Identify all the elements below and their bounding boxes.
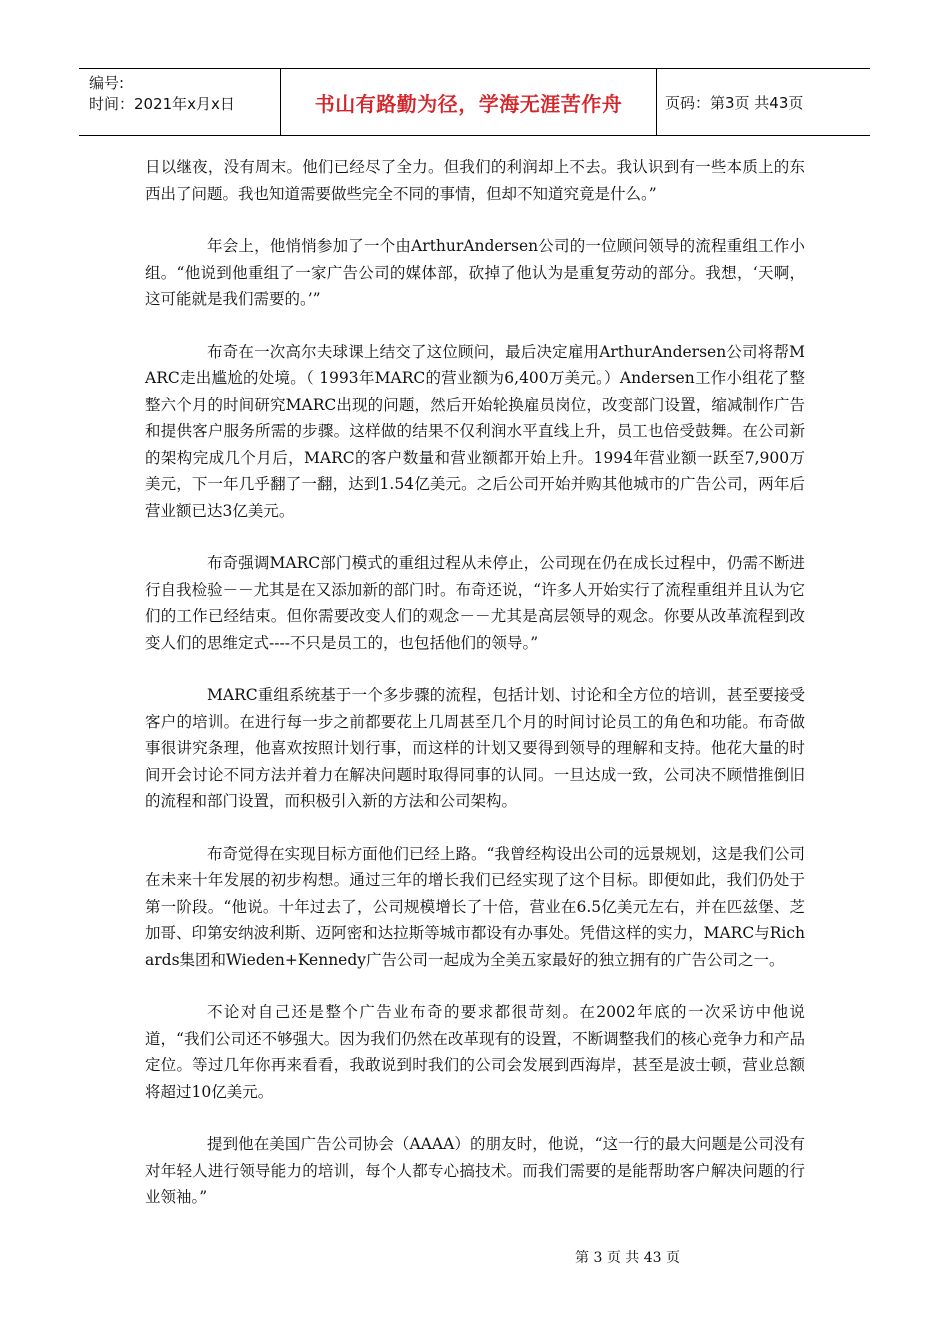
paragraph: 布奇强调MARC部门模式的重组过程从未停止，公司现在仍在成长过程中，仍需不断进行自我检验－－尤其是在又添加新的部门时。布奇还说，“许多人开始实行了流程重组并且认为它们的工作已经结束。但你需要改变人们的观念－－尤其是高层领导的观念。你要从改革流程到改变人们的思维定式----不只是员工的，也包括他们的领导。” <box>145 554 805 652</box>
time-label: 时间：2021年x月x日 <box>89 95 235 113</box>
serial-number-label: 编号: <box>89 74 125 92</box>
header-motto: 书山有路勤为径，学海无涯苦作舟 <box>281 69 657 135</box>
document-body <box>145 154 805 1237</box>
paragraph: MARC重组系统基于一个多步骤的流程，包括计划、讨论和全方位的培训，甚至要接受客户的培训。在进行每一步之前都要花上几周甚至几个月的时间讨论员工的角色和功能。布奇做事很讲究条理，他喜欢按照计划行事，而这样的计划又要得到领导的理解和支持。他花大量的时间开会讨论不同方法并着力在解决问题时取得同事的认同。一旦达成一致，公司决不顾惜推倒旧的流程和部门设置，而积极引入新的方法和公司架构。 <box>145 686 805 810</box>
paragraph: 年会上，他悄悄参加了一个由ArthurAndersen公司的一位顾问领导的流程重组工作小组。“他说到他重组了一家广告公司的媒体部，砍掉了他认为是重复劳动的部分。我想，‘天啊，这可能就是我们需要的。’” <box>145 237 805 308</box>
paragraph: 不论对自己还是整个广告业布奇的要求都很苛刻。在2002年底的一次采访中他说道，“我们公司还不够强大。因为我们仍然在改革现有的设置，不断调整我们的核心竞争力和产品定位。等过几年你再来看看，我敢说到时我们的公司会发展到西海岸，甚至是波士顿，营业总额将超过10亿美元。 <box>145 1003 805 1101</box>
page-footer <box>0 1247 950 1267</box>
header-page-info: 页码：第3页 共43页 <box>665 93 804 112</box>
paragraph-continuation: 日以继夜，没有周末。他们已经尽了全力。但我们的利润却上不去。我认识到有一些本质上的东西出了问题。我也知道需要做些完全不同的事情，但却不知道究竟是什么。” <box>145 158 805 203</box>
document-header <box>79 68 870 136</box>
paragraph: 布奇在一次高尔夫球课上结交了这位顾问，最后决定雇用ArthurAndersen公司将帮MARC走出尴尬的处境。（ 1993年MARC的营业额为6,400万美元。）Andersen工作小组花了整整六个月的时间研究MARC出现的问题，然后开始轮换雇员岗位，改变部门设置，缩减制作广告和提供客户服务所需的步骤。这样做的结果不仅利润水平直线上升，员工也倍受鼓舞。在公司新的架构完成几个月后，MARC的客户数量和营业额都开始上升。1994年营业额一跃至7,900万美元，下一年几乎翻了一翻，达到1.54亿美元。之后公司开始并购其他城市的广告公司，两年后营业额已达3亿美元。 <box>145 342 805 520</box>
header-meta-cell <box>79 69 281 135</box>
paragraph: 提到他在美国广告公司协会（AAAA）的朋友时，他说，“这一行的最大问题是公司没有对年轻人进行领导能力的培训，每个人都专心搞技术。而我们需要的是能帮助客户解决问题的行业领袖。” <box>145 1135 805 1206</box>
footer-page-number: 第 3 页 共 43 页 <box>575 1250 680 1266</box>
paragraph: 布奇觉得在实现目标方面他们已经上路。“我曾经构设出公司的远景规划，这是我们公司在未来十年发展的初步构想。通过三年的增长我们已经实现了这个目标。即便如此，我们仍处于第一阶段。“他说。十年过去了，公司规模增长了十倍，营业在6.5亿美元左右，并在匹兹堡、芝加哥、印第安纳波利斯、迈阿密和达拉斯等城市都设有办事处。凭借这样的实力，MARC与Richards集团和Wieden+Kennedy广告公司一起成为全美五家最好的独立拥有的广告公司之一。 <box>145 844 805 969</box>
